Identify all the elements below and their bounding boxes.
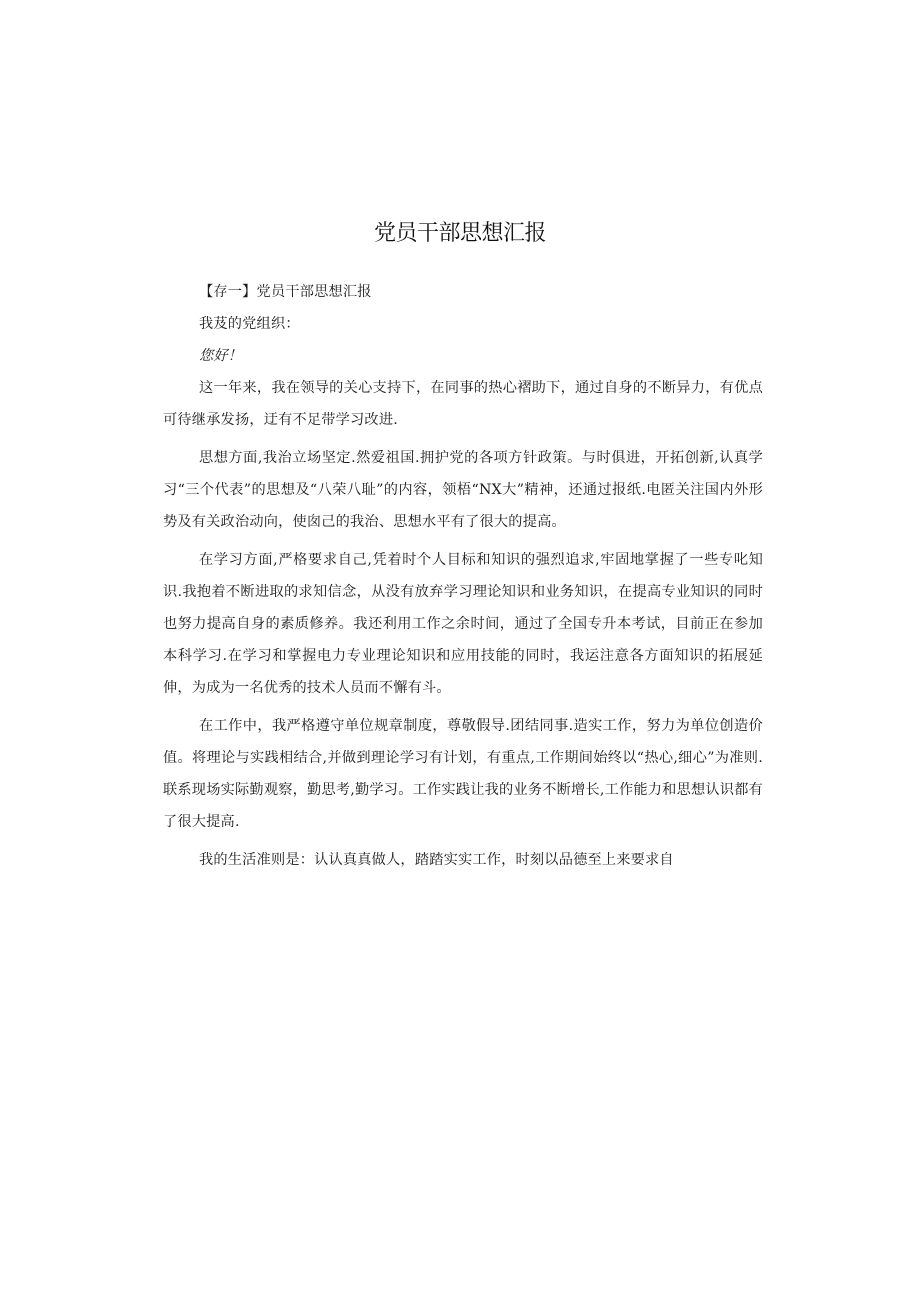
- document-title: 党员干部思想汇报: [373, 221, 546, 246]
- salutation: 我芨的党组织：: [199, 316, 300, 332]
- greeting: 您好！: [199, 348, 243, 364]
- paragraph-4: 在工作中，我严格遵守单位规章制度，尊敬假导.团结同事.造实工作，努力为单位创造价值。将理论与实践相结合,并做到理论学习有计划，有重点,工作期间始终以“热心,细心”为准则.联系现场实际勤观察，勤思考,勤学习。工作实践让我的业务不断增长,工作能力和思想认识都有了很大提高.: [163, 718, 763, 830]
- document-body: [163, 276, 763, 876]
- paragraph-2: 思想方面,我治立场坚定.然爱祖国.拥护党的各项方针政策。与时俱进，开拓创新,认真学习“三个代表”的思想及“八荣八耻”的内容，领梧“NX大”精神，还通过报纸.电匿关注国内外形势及有关政治动向，使囱己的我治、思想水平有了很大的提高。: [163, 450, 763, 530]
- paragraph-3: 在学习方面,严格要求自己,凭着时个人目标和知识的强烈追求,牢固地掌握了一些专叱知识.我抱着不断进取的求知信念，从没有放弃学习理论知识和业务知识，在提高专业知识的同时也努力提高自身的素质修养。我还利用工作之余时间，通过了全国专升本考试，目前正在参加本科学习.在学习和掌握电力专业理论知识和应用技能的同时，我运注意各方面知识的拓展延伸，为成为一名优秀的技术人员而不懈有斗。: [163, 552, 763, 696]
- document-subtitle: 【存一】党员干部思想汇报: [199, 284, 372, 300]
- paragraph-5: 我的生活准则是：认认真真做人，踏踏实实工作，时刻以品德至上来要求自: [199, 852, 674, 868]
- paragraph-1: 这一年来，我在领导的关心支持下，在同事的热心褶助下，通过自身的不断异力，有优点可待继承发扬，迂有不足带学习改进.: [163, 380, 763, 428]
